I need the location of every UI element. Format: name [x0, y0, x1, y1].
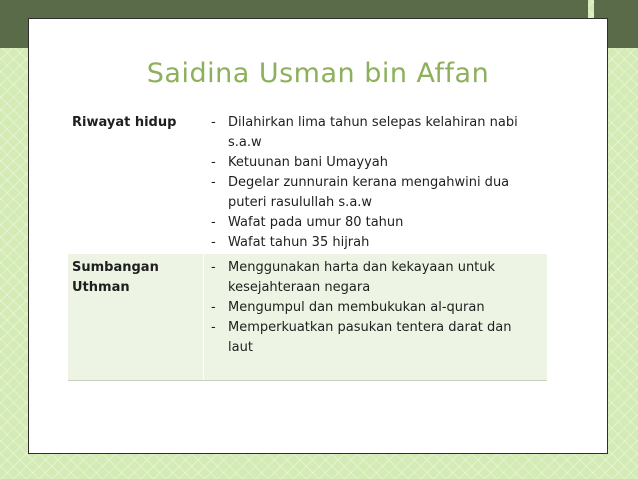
- row-header: Sumbangan Uthman: [68, 254, 204, 381]
- table-row-sumbangan-uthman: [68, 254, 547, 381]
- bullet-list: [210, 258, 539, 358]
- bullet-list: [210, 113, 539, 253]
- list-item: - Menggunakan harta dan kekayaan untuk kesejahteraan negara: [210, 258, 539, 298]
- list-item: - Degelar zunnurain kerana mengahwini dua puteri rasulullah s.a.w: [210, 173, 539, 213]
- list-item: - Wafat pada umur 80 tahun: [210, 213, 539, 233]
- list-item: - Mengumpul dan membukukan al-quran: [210, 298, 539, 318]
- row-content: [204, 109, 548, 254]
- list-item: - Ketuunan bani Umayyah: [210, 153, 539, 173]
- row-header: Riwayat hidup: [68, 109, 204, 254]
- list-item: - Dilahirkan lima tahun selepas kelahiran nabi s.a.w: [210, 113, 539, 153]
- slide-title: Saidina Usman bin Affan: [146, 58, 490, 89]
- row-content: [204, 254, 548, 381]
- info-table: [68, 109, 547, 381]
- list-item: - Wafat tahun 35 hijrah: [210, 233, 539, 253]
- table-row-riwayat-hidup: [68, 109, 547, 254]
- list-item: - Memperkuatkan pasukan tentera darat dan laut: [210, 318, 539, 358]
